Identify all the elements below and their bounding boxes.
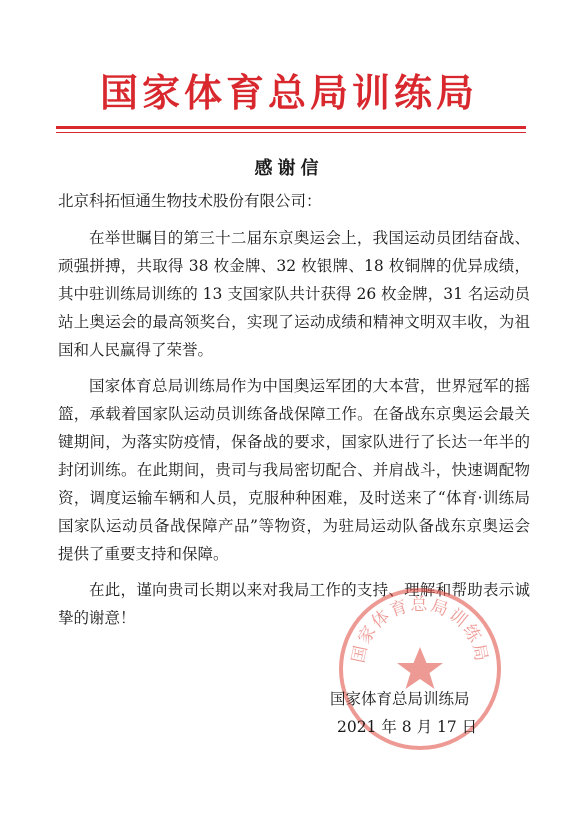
seal-text: 国家体育总局训练局: [348, 595, 492, 665]
star-icon: [397, 647, 443, 689]
salutation: 北京科拓恒通生物技术股份有限公司：: [58, 192, 322, 210]
paragraph-1: 在举世瞩目的第三十二届东京奥运会上，我国运动员团结奋战、顽强拼搏，共取得 38 枚金牌、32 枚银牌、18 枚铜牌的优异成绩，其中驻训练局训练的 13 支国家队共计获得 26 枚金牌，31 名运动员站上奥运会的最高领奖台，实现了运动成绩和精神文明双丰收，为祖国和人民赢得了荣誉。: [58, 229, 530, 359]
paragraph-3: 在此，谨向贵司长期以来对我局工作的支持、理解和帮助表示诚挚的谢意！: [58, 581, 530, 627]
letter-body: [58, 224, 530, 640]
letter-title: 感谢信: [254, 158, 324, 179]
letterhead-title: 国家体育总局训练局: [99, 70, 478, 115]
letterhead-rule-thick: [56, 126, 526, 129]
letterhead-rule-thin: [56, 132, 526, 133]
signer: 国家体育总局训练局: [330, 690, 470, 708]
paragraph-2: 国家体育总局训练局作为中国奥运军团的大本营，世界冠军的摇篮，承载着国家队运动员训练备战保障工作。在备战东京奥运会最关键期间，为落实防疫情，保备战的要求，国家队进行了长达一年半的封闭训练。在此期间，贵司与我局密切配合、并肩战斗，快速调配物资，调度运输车辆和人员，克服种种困难，及时送来了“体育·训练局国家队运动员备战保障产品”等物资，为驻局运动队备战东京奥运会提供了重要支持和保障。: [58, 377, 530, 563]
letter-date: 2021 年 8 月 17 日: [337, 718, 478, 736]
